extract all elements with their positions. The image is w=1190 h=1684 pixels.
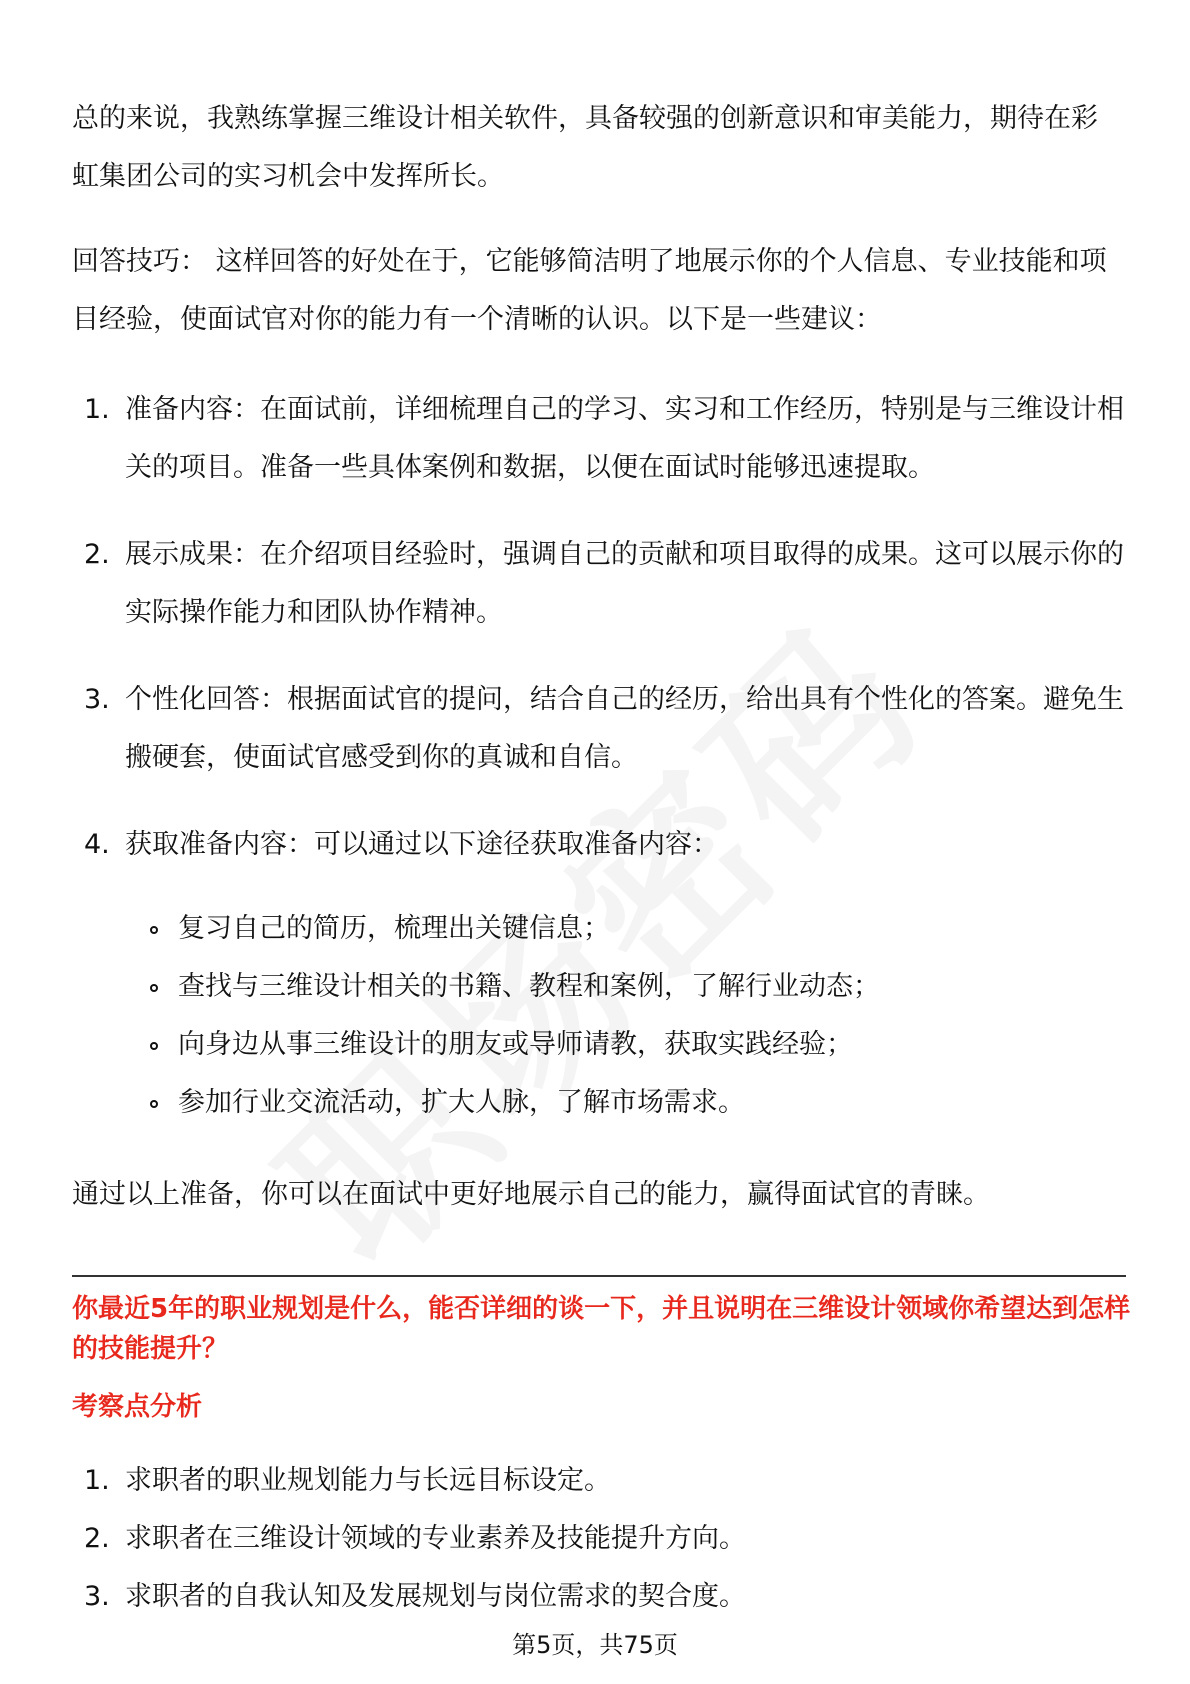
section-divider — [72, 1275, 1126, 1277]
analysis-heading: 考察点分析 — [72, 1392, 203, 1422]
suggestion-number: 4. — [84, 829, 110, 860]
tips-paragraph: 回答技巧： 这样回答的好处在于，它能够简洁明了地展示你的个人信息、专业技能和项目经验，使面试官对你的能力有一个清晰的认识。以下是一些建议： — [72, 246, 1107, 335]
analysis-item — [72, 1568, 1122, 1626]
suggestion-item — [72, 671, 1122, 787]
analysis-text: 求职者的自我认知及发展规划与岗位需求的契合度。 — [125, 1581, 746, 1612]
suggestion-number: 1. — [84, 394, 110, 425]
bullet-circle-icon — [150, 1042, 158, 1050]
bullet-text: 参加行业交流活动，扩大人脉，了解市场需求。 — [178, 1087, 745, 1118]
analysis-item — [72, 1452, 1122, 1510]
suggestion-number: 2. — [84, 539, 110, 570]
suggestion-text: 准备内容：在面试前，详细梳理自己的学习、实习和工作经历，特别是与三维设计相关的项目。准备一些具体案例和数据，以便在面试时能够迅速提取。 — [125, 394, 1124, 483]
bullet-item — [148, 900, 1098, 958]
bullet-text: 向身边从事三维设计的朋友或导师请教，获取实践经验； — [178, 1029, 853, 1060]
conclusion-paragraph: 通过以上准备，你可以在面试中更好地展示自己的能力，赢得面试官的青睐。 — [72, 1179, 990, 1210]
interview-question: 你最近5年的职业规划是什么，能否详细的谈一下，并且说明在三维设计领域你希望达到怎样的技能提升？ — [72, 1294, 1131, 1364]
bullet-item — [148, 1074, 1098, 1132]
bullet-text: 复习自己的简历，梳理出关键信息； — [178, 913, 610, 944]
suggestion-text: 获取准备内容：可以通过以下途径获取准备内容： — [125, 829, 719, 860]
bullet-item — [148, 958, 1098, 1016]
suggestion-number: 3. — [84, 684, 110, 715]
analysis-number: 3. — [84, 1581, 110, 1612]
suggestion-item — [72, 381, 1122, 497]
analysis-text: 求职者在三维设计领域的专业素养及技能提升方向。 — [125, 1523, 746, 1554]
bullet-item — [148, 1016, 1098, 1074]
summary-paragraph: 总的来说，我熟练掌握三维设计相关软件，具备较强的创新意识和审美能力，期待在彩虹集团公司的实习机会中发挥所长。 — [72, 103, 1098, 192]
bullet-list — [148, 900, 1098, 1132]
bullet-circle-icon — [150, 984, 158, 992]
analysis-item — [72, 1510, 1122, 1568]
page-number: 第5页，共75页 — [512, 1631, 678, 1659]
bullet-text: 查找与三维设计相关的书籍、教程和案例，了解行业动态； — [178, 971, 880, 1002]
bullet-circle-icon — [150, 1100, 158, 1108]
suggestion-text: 展示成果：在介绍项目经验时，强调自己的贡献和项目取得的成果。这可以展示你的实际操作能力和团队协作精神。 — [125, 539, 1124, 628]
analysis-list — [72, 1452, 1122, 1626]
analysis-number: 2. — [84, 1523, 110, 1554]
analysis-text: 求职者的职业规划能力与长远目标设定。 — [125, 1465, 611, 1496]
analysis-number: 1. — [84, 1465, 110, 1496]
suggestion-text: 个性化回答：根据面试官的提问，结合自己的经历，给出具有个性化的答案。避免生搬硬套，使面试官感受到你的真诚和自信。 — [125, 684, 1124, 773]
bullet-circle-icon — [150, 926, 158, 934]
suggestion-item — [72, 526, 1122, 642]
suggestion-item — [72, 816, 1122, 874]
